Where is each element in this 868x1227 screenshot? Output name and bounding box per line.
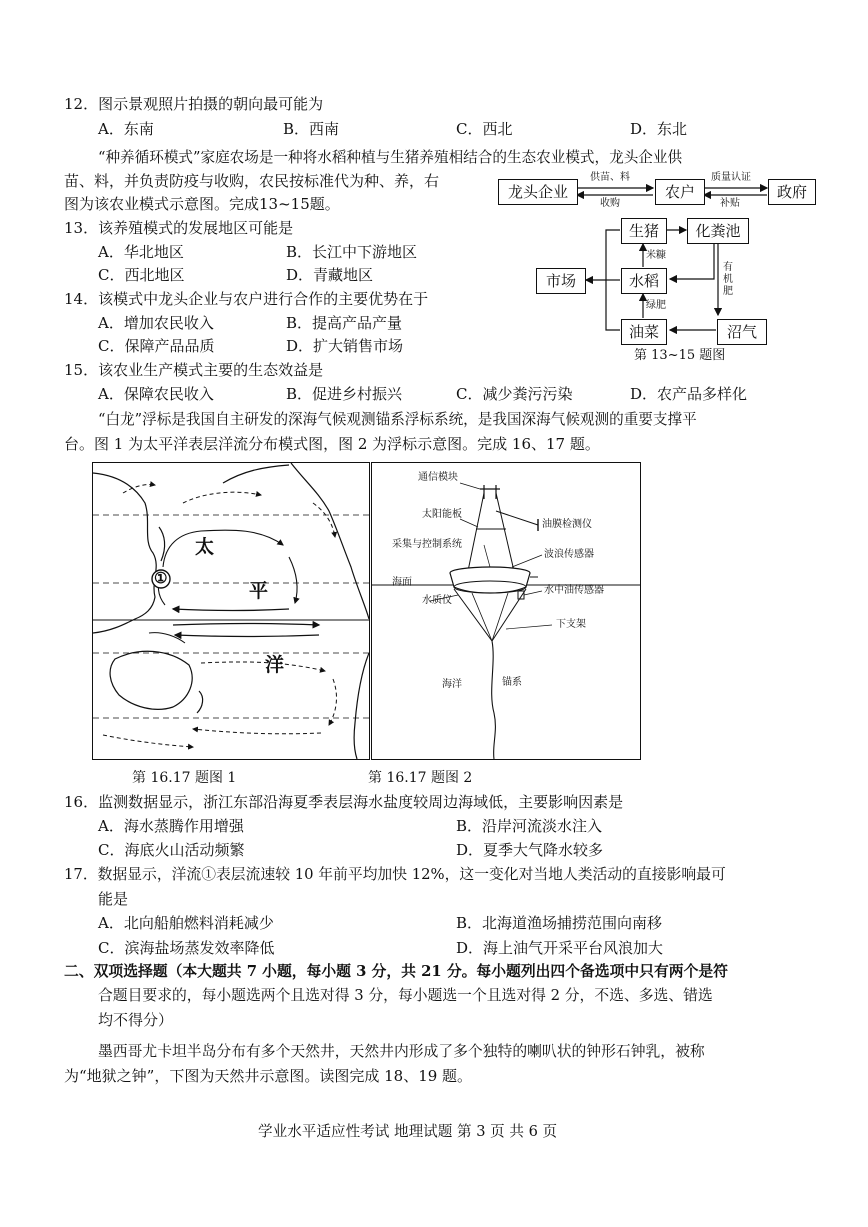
buoy-label-ocean: 海洋 bbox=[442, 679, 462, 690]
buoy-label-oil-film: 油膜检测仪 bbox=[542, 519, 592, 530]
flow-label-youjifei: 有机肥 bbox=[723, 262, 733, 297]
q14-option-d: D．扩大销售市场 bbox=[286, 337, 404, 355]
map-marker-1: ① bbox=[154, 569, 168, 587]
intro13-line3: 图为该农业模式示意图。完成13~15题。 bbox=[64, 195, 340, 213]
buoy-label-sea-surface: 海面 bbox=[392, 577, 412, 588]
map-label-tai: 太 bbox=[195, 536, 215, 558]
ocean-current-map bbox=[92, 462, 370, 760]
q17-option-a: A．北向船舶燃料消耗减少 bbox=[98, 914, 274, 932]
map-label-yang: 洋 bbox=[265, 654, 285, 676]
q13-option-d: D．青藏地区 bbox=[286, 266, 374, 284]
flow-label-quality: 质量认证 bbox=[711, 172, 751, 183]
flow-label-supply: 供苗、料 bbox=[590, 172, 630, 183]
buoy-label-collect: 采集与控制系统 bbox=[392, 539, 462, 550]
intro13-line1: “种养循环模式”家庭农场是一种将水稻种植与生猪养殖相结合的生态农业模式，龙头企业供 bbox=[98, 149, 683, 166]
flow-box-longtou: 龙头企业 bbox=[498, 179, 578, 205]
q12-option-b: B．西南 bbox=[283, 120, 340, 138]
section2-line2: 合题目要求的，每小题选两个且选对得 3 分，每小题选一个且选对得 2 分，不选、多选、错选 bbox=[98, 987, 713, 1004]
q12-option-a: A．东南 bbox=[98, 120, 154, 138]
flow-box-zhaoqi: 沼气 bbox=[717, 319, 767, 345]
section2-line3: 均不得分） bbox=[98, 1011, 174, 1029]
q14-option-a: A．增加农民收入 bbox=[98, 314, 214, 332]
flow-box-youcai: 油菜 bbox=[621, 319, 667, 345]
buoy-label-oil-in-water: 水中油传感器 bbox=[544, 585, 604, 596]
q15-option-d: D．农产品多样化 bbox=[630, 385, 748, 403]
q14-option-b: B．提高产品产量 bbox=[286, 314, 403, 332]
flow-box-shuidao: 水稻 bbox=[621, 268, 667, 294]
q17-option-c: C．滨海盐场蒸发效率降低 bbox=[98, 939, 275, 957]
intro16-line2: 台。图 1 为太平洋表层洋流分布模式图，图 2 为浮标示意图。完成 16、17 题。 bbox=[64, 435, 600, 453]
q13-stem: 13．该养殖模式的发展地区可能是 bbox=[64, 219, 294, 237]
q16-option-c: C．海底火山活动频繁 bbox=[98, 841, 245, 859]
buoy-label-mooring: 锚系 bbox=[502, 677, 522, 688]
q15-stem: 15．该农业生产模式主要的生态效益是 bbox=[64, 361, 324, 379]
flow-caption: 第 13~15 题图 bbox=[634, 348, 726, 363]
map-caption: 第 16.17 题图 1 bbox=[132, 770, 237, 786]
q13-option-a: A．华北地区 bbox=[98, 243, 184, 261]
q16-option-d: D．夏季大气降水较多 bbox=[456, 841, 604, 859]
q12-stem: 12．图示景观照片拍摄的朝向最可能为 bbox=[64, 95, 324, 113]
intro16-line1: “白龙”浮标是我国自主研发的深海气候观测锚系浮标系统，是我国深海气候观测的重要支撑平 bbox=[98, 411, 697, 428]
intro18-line1: 墨西哥尤卡坦半岛分布有多个天然井，天然井内形成了多个独特的喇叭状的钟形石钟乳，被称 bbox=[98, 1043, 705, 1060]
intro13-line2: 苗、料，并负责防疫与收购，农民按标准代为种、养，右 bbox=[64, 172, 440, 190]
q12-option-c: C．西北 bbox=[456, 120, 513, 138]
q15-option-c: C．减少粪污污染 bbox=[456, 385, 573, 403]
q17-option-d: D．海上油气开采平台风浪加大 bbox=[456, 939, 664, 957]
q14-stem: 14．该模式中龙头企业与农户进行合作的主要优势在于 bbox=[64, 290, 429, 308]
q16-option-a: A．海水蒸腾作用增强 bbox=[98, 817, 244, 835]
q16-option-b: B．沿岸河流淡水注入 bbox=[456, 817, 603, 835]
intro18-line2: 为“地狱之钟”，下图为天然井示意图。读图完成 18、19 题。 bbox=[64, 1067, 473, 1085]
flow-diagram bbox=[490, 170, 820, 370]
q15-option-a: A．保障农民收入 bbox=[98, 385, 214, 403]
q13-option-b: B．长江中下游地区 bbox=[286, 243, 418, 261]
buoy-label-water-quality: 水质仪 bbox=[422, 595, 452, 606]
flow-label-mikang: 米糠 bbox=[646, 250, 666, 261]
buoy-drawing bbox=[372, 463, 640, 759]
buoy-label-lower-frame: 下支架 bbox=[556, 619, 586, 630]
flow-label-lvfei: 绿肥 bbox=[646, 300, 666, 311]
flow-box-shichang: 市场 bbox=[536, 268, 586, 294]
buoy-diagram bbox=[371, 462, 641, 760]
flow-box-nonghu: 农户 bbox=[655, 179, 705, 205]
flow-label-subsidy: 补贴 bbox=[720, 198, 740, 209]
buoy-caption: 第 16.17 题图 2 bbox=[368, 770, 473, 786]
buoy-label-wave: 波浪传感器 bbox=[544, 549, 594, 560]
map-label-ping: 平 bbox=[249, 580, 269, 602]
page-footer: 学业水平适应性考试 地理试题 第 3 页 共 6 页 bbox=[258, 1123, 558, 1140]
q17-stem-line2: 能是 bbox=[98, 890, 129, 908]
q17-option-b: B．北海道渔场捕捞范围向南移 bbox=[456, 914, 663, 932]
q15-option-b: B．促进乡村振兴 bbox=[286, 385, 403, 403]
buoy-label-comm: 通信模块 bbox=[418, 472, 458, 483]
q16-stem: 16．监测数据显示，浙江东部沿海夏季表层海水盐度较周边海域低，主要影响因素是 bbox=[64, 793, 624, 811]
q12-option-d: D．东北 bbox=[630, 120, 688, 138]
flow-box-zhengfu: 政府 bbox=[768, 179, 816, 205]
flow-box-shengzhu: 生猪 bbox=[621, 218, 667, 244]
q14-option-c: C．保障产品品质 bbox=[98, 337, 215, 355]
flow-box-huafenchi: 化粪池 bbox=[687, 218, 749, 244]
buoy-label-solar: 太阳能板 bbox=[422, 509, 462, 520]
q13-option-c: C．西北地区 bbox=[98, 266, 185, 284]
q17-stem-line1: 17．数据显示，洋流①表层流速较 10 年前平均加快 12%，这一变化对当地人类活动的直接影响最可 bbox=[64, 866, 726, 883]
map-drawing bbox=[93, 463, 369, 759]
section2-heading: 二、双项选择题（本大题共 7 小题，每小题 3 分，共 21 分。每小题列出四个备选项中只有两个是符 bbox=[64, 963, 728, 980]
flow-label-purchase: 收购 bbox=[600, 198, 620, 209]
